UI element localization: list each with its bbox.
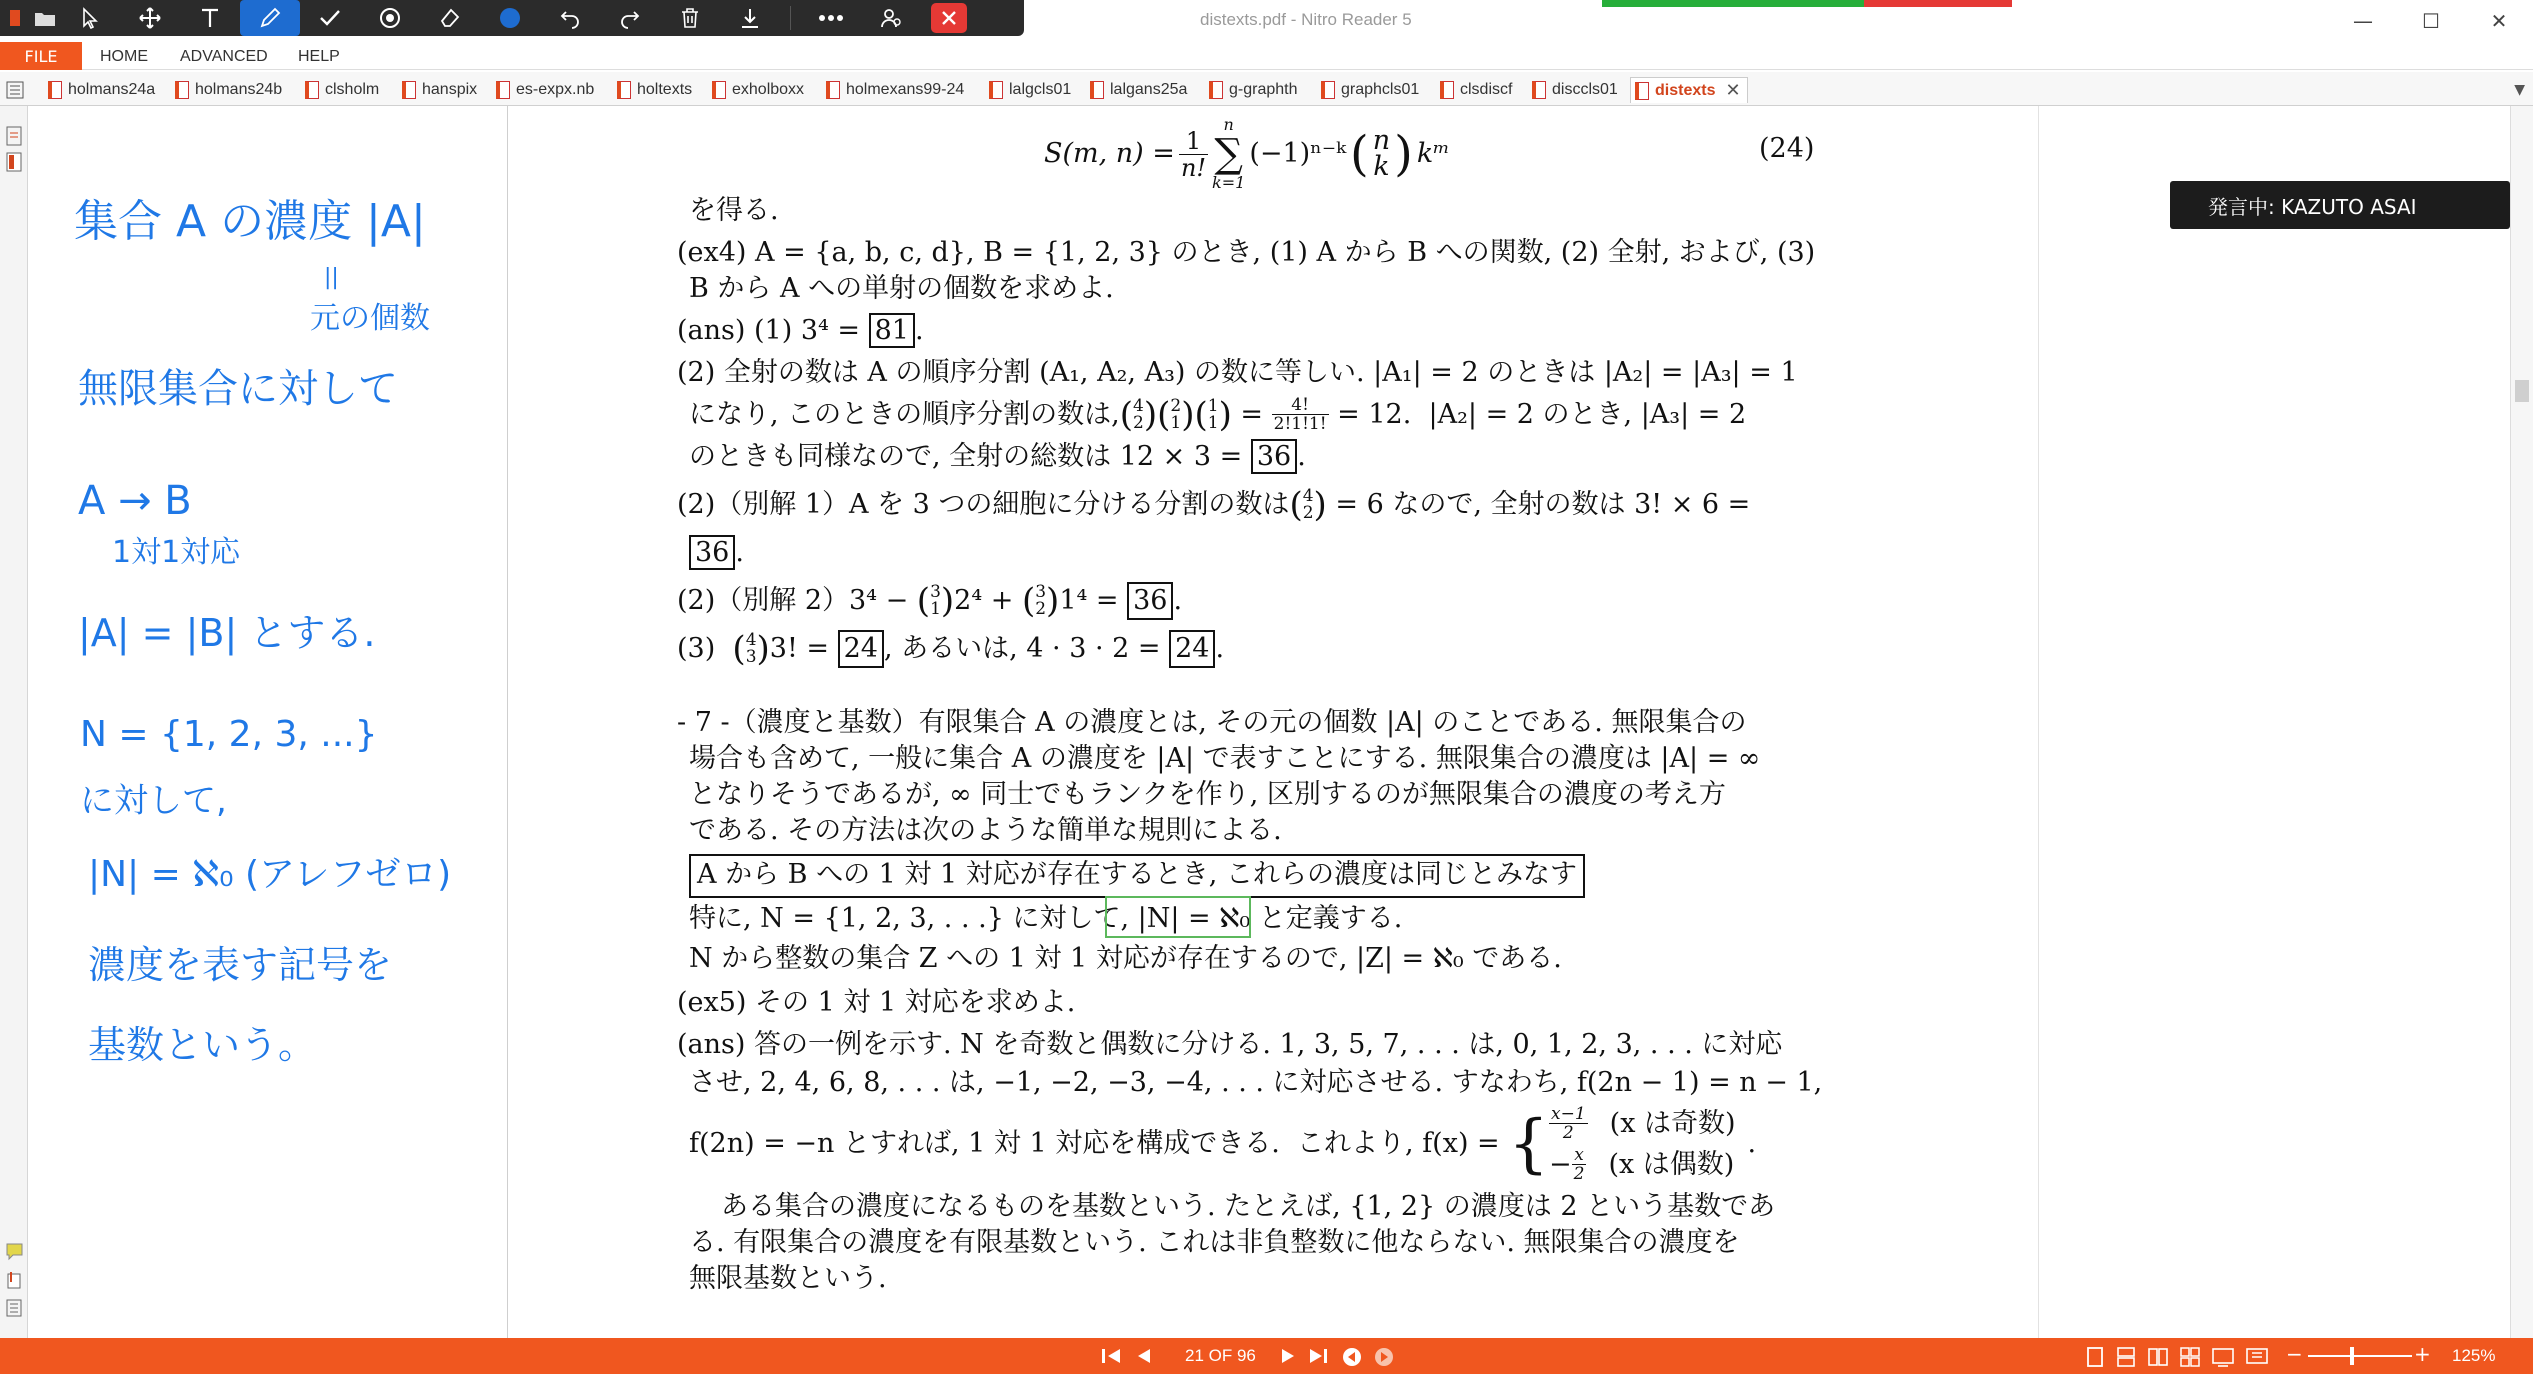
binom-bottom: 1 xyxy=(1170,412,1182,433)
ex4-line1: (ex4) A = {a, b, c, d}, B = {1, 2, 3} のとき, (1) A から B への関数, (2) 全射, および, (3) xyxy=(677,237,1816,268)
pdf-file-icon xyxy=(1090,81,1104,99)
fraction-4-fact xyxy=(1272,396,1329,433)
paren-open: ( xyxy=(1194,394,1208,435)
select-icon xyxy=(79,7,101,29)
integers-line: N から整数の集合 Z への 1 対 1 対応が存在するので, |Z| = ℵ₀ である. xyxy=(689,943,1562,974)
page-indicator[interactable]: 21 OF 96 xyxy=(1185,1346,1256,1365)
answer-box: 36 xyxy=(689,535,735,570)
binom-top: 1 xyxy=(1207,395,1219,416)
binom-bottom: 1 xyxy=(1207,412,1219,433)
toolbar-close-button[interactable] xyxy=(927,0,971,36)
answer-box: 36 xyxy=(1251,439,1297,474)
text-icon xyxy=(199,7,221,29)
paren-open: ( xyxy=(916,581,931,621)
more-icon xyxy=(818,13,844,23)
ans2-text-tail: = 12. |A₂| = 2 のとき, |A₃| = 2 xyxy=(1328,398,1747,430)
period: . xyxy=(735,537,744,568)
stamp-tool-button[interactable] xyxy=(360,0,420,36)
binom-bottom: 1 xyxy=(930,599,941,619)
note-line: |N| = ℵ₀ (アレフゼロ) xyxy=(88,854,452,895)
forward-view-icon[interactable] xyxy=(1374,1347,1394,1367)
file-menu[interactable]: FILE xyxy=(0,42,82,70)
tab-lalgans25a[interactable] xyxy=(1090,77,1187,103)
facing-continuous-icon[interactable] xyxy=(2180,1347,2200,1367)
binom-4-3 xyxy=(746,632,757,666)
case-even xyxy=(1549,1146,1736,1183)
back-view-icon[interactable] xyxy=(1342,1347,1362,1367)
binom-3-1 xyxy=(930,584,941,618)
binom-top: 3 xyxy=(930,582,941,602)
scrollbar-thumb[interactable] xyxy=(2515,380,2529,402)
user-settings-button[interactable] xyxy=(861,0,921,36)
equation-24 xyxy=(1044,114,1450,194)
tab-label: exholboxx xyxy=(732,81,805,98)
note-line: 1対1対応 xyxy=(112,535,241,570)
period: . xyxy=(1173,585,1183,616)
note-line: 無限集合に対して xyxy=(78,366,398,412)
eq-sum xyxy=(1212,116,1245,192)
pdf-file-icon xyxy=(712,81,726,99)
zoom-slider[interactable] xyxy=(2308,1355,2412,1357)
binom-top: 2 xyxy=(1170,395,1182,416)
eq-frac-num: 1 xyxy=(1179,128,1208,155)
ans2-text: になり, このときの順序分割の数は, xyxy=(689,398,1120,430)
eq-tail: kᵐ xyxy=(1416,138,1450,169)
binom-bottom: 3 xyxy=(745,647,757,667)
paren-open: ( xyxy=(1289,485,1303,525)
close-window-button[interactable]: ✕ xyxy=(2490,9,2508,33)
ans3-line xyxy=(677,630,1224,668)
tab-graphcls01[interactable] xyxy=(1321,77,1419,103)
status-bar xyxy=(0,1338,2533,1374)
binom-2-1 xyxy=(1170,395,1182,433)
alt2-text: (2)（別解 2）3⁴ − xyxy=(677,585,917,616)
pdf-page xyxy=(509,106,2039,1338)
tab-label: clsdiscf xyxy=(1460,81,1513,98)
binom-3-2 xyxy=(1035,584,1046,618)
eq-sum-bottom: k=1 xyxy=(1212,173,1246,192)
tab-clsholm[interactable] xyxy=(305,77,379,103)
fit-width-icon[interactable] xyxy=(2212,1347,2234,1367)
eq-binom-top: n xyxy=(1372,125,1391,156)
stamp-icon xyxy=(378,6,402,30)
case-frac xyxy=(1572,1146,1587,1183)
tab-label: clsholm xyxy=(325,81,380,98)
fit-page-icon[interactable] xyxy=(2246,1347,2268,1367)
tab-label: holmans24b xyxy=(195,81,283,98)
navigation-panel xyxy=(0,106,28,1338)
tab-label: lalgans25a xyxy=(1110,81,1188,98)
tab-label: es-expx.nb xyxy=(516,81,595,98)
case-frac xyxy=(1549,1105,1588,1142)
definition-line: 特に, N = {1, 2, 3, . . .} に対して, |N| = ℵ₀ と定義する. xyxy=(689,903,1403,934)
case-condition: (x は奇数) xyxy=(1609,1107,1736,1139)
tab-exholboxx[interactable] xyxy=(712,77,804,103)
binom-top: 4 xyxy=(1133,395,1144,416)
color-icon xyxy=(498,6,522,30)
ex4-line2: B から A への単射の個数を求めよ. xyxy=(689,273,1114,304)
pdf-file-icon xyxy=(496,81,510,99)
previous-page-icon[interactable] xyxy=(1136,1347,1152,1365)
attachments-icon[interactable] xyxy=(6,1270,23,1290)
vertical-scrollbar[interactable] xyxy=(2510,106,2533,1338)
color-picker-button[interactable] xyxy=(480,0,540,36)
ans3-text-mid: 3! = xyxy=(769,633,838,664)
paren-close: ) xyxy=(756,629,770,669)
check-icon xyxy=(318,6,342,30)
comments-icon[interactable] xyxy=(6,1242,23,1262)
paragraph-line1: ある集合の濃度になるものを基数という. たとえば, {1, 2} の濃度は 2 という基数であ xyxy=(721,1191,1776,1222)
paren-close: ) xyxy=(1143,394,1158,435)
binom-bottom: 2 xyxy=(1035,599,1047,619)
pdf-file-icon xyxy=(1440,81,1454,99)
rule-box: A から B への 1 対 1 対応が存在するとき, これらの濃度は同じとみなす xyxy=(689,854,1585,898)
alt1-line2 xyxy=(689,536,744,570)
move-icon xyxy=(138,6,162,30)
move-tool-button[interactable] xyxy=(120,0,180,36)
tab-clsdiscf[interactable] xyxy=(1440,77,1512,103)
case-odd xyxy=(1549,1105,1736,1142)
note-line: || xyxy=(324,265,339,290)
ans2-line2 xyxy=(689,396,1746,433)
ink-annotations xyxy=(28,106,508,1338)
window-title: distexts.pdf - Nitro Reader 5 xyxy=(1200,10,1412,29)
binom-top: 4 xyxy=(745,630,757,650)
pdf-file-icon xyxy=(175,81,189,99)
ans3-text: (3) xyxy=(677,633,733,664)
paren-close: ) xyxy=(1046,581,1060,621)
paren-close: ) xyxy=(1218,394,1232,435)
ans1-line xyxy=(677,314,924,348)
user-icon xyxy=(879,6,903,30)
tab-label: distexts xyxy=(1655,81,1716,99)
minus-sign: − xyxy=(1549,1148,1572,1180)
handwritten-notes-panel xyxy=(28,106,508,1338)
binom-bottom: 2 xyxy=(1133,412,1144,433)
eraser-icon xyxy=(438,6,462,30)
folder-icon[interactable] xyxy=(30,0,60,36)
alt2-line xyxy=(677,582,1182,620)
tab-label: g-graphth xyxy=(1229,81,1298,98)
undo-icon xyxy=(558,6,582,30)
minimize-button[interactable]: — xyxy=(2353,9,2373,33)
note-line: 濃度を表す記号を xyxy=(88,943,393,987)
close-icon xyxy=(940,9,958,27)
answer-box: 81 xyxy=(869,313,915,348)
pages-icon[interactable] xyxy=(6,126,23,146)
eq-term: (−1)ⁿ⁻ᵏ xyxy=(1249,138,1346,169)
tab-disccls01[interactable] xyxy=(1532,77,1618,103)
binom-top: 3 xyxy=(1035,582,1047,602)
undo-button[interactable] xyxy=(540,0,600,36)
frac-num: 4! xyxy=(1272,396,1329,415)
zoom-level[interactable]: 125% xyxy=(2452,1346,2496,1365)
period: . xyxy=(1747,1128,1757,1159)
app-logo-icon xyxy=(0,0,30,36)
check-tool-button[interactable] xyxy=(300,0,360,36)
tab-label: holmans24a xyxy=(68,81,156,98)
note-line: 集合 A の濃度 |A| xyxy=(74,196,426,247)
panel-toggle-icon[interactable] xyxy=(6,77,24,103)
binom-1-1 xyxy=(1207,395,1219,433)
meeting-indicator-bar xyxy=(1602,0,2012,7)
pen-icon xyxy=(258,6,282,30)
tab-label: disccls01 xyxy=(1552,81,1618,98)
answer-box: 24 xyxy=(838,630,884,668)
tab-overflow-icon[interactable]: ▼ xyxy=(2514,82,2525,98)
frac-num: x−1 xyxy=(1551,1104,1586,1124)
paren-open: ( xyxy=(1021,581,1036,621)
note-line: に対して, xyxy=(80,781,227,821)
ans2-line1: (2) 全射の数は A の順序分割 (A₁, A₂, A₃) の数に等しい. |A₁| = 2 のときは |A₂| = |A₃| = 1 xyxy=(677,357,1798,388)
tab-hanspix[interactable] xyxy=(402,77,477,103)
binom-4-2 xyxy=(1133,395,1144,433)
period: . xyxy=(914,315,924,346)
frac-den: 2 xyxy=(1562,1123,1574,1143)
paragraph-line2: る. 有限集合の濃度を有限基数という. これは非負整数に他ならない. 無限集合の濃度を xyxy=(689,1227,1740,1258)
section7-line3: となりそうであるが, ∞ 同士でもランクを作り, 区別するのが無限集合の濃度の考え方 xyxy=(689,779,1726,810)
next-page-icon[interactable] xyxy=(1280,1347,1296,1365)
ans5-line2: させ, 2, 4, 6, 8, . . . は, −1, −2, −3, −4, . . . に対応させる. すなわち, f(2n − 1) = n − 1, xyxy=(689,1067,1823,1098)
brace-open: { xyxy=(1508,1107,1549,1181)
binom-top: 4 xyxy=(1302,486,1314,506)
pdf-file-icon xyxy=(1635,82,1649,100)
answer-box: 24 xyxy=(1169,630,1215,668)
tab-distexts[interactable] xyxy=(1630,77,1748,103)
tab-holmans24b[interactable] xyxy=(175,77,282,103)
alt1-line1 xyxy=(677,485,1751,525)
eq-sum-top: n xyxy=(1223,115,1234,134)
piecewise-cases xyxy=(1549,1105,1736,1183)
pdf-file-icon xyxy=(1321,81,1335,99)
binom-bottom: 2 xyxy=(1302,503,1314,523)
case-condition: (x は偶数) xyxy=(1608,1148,1735,1180)
close-tab-icon[interactable]: ✕ xyxy=(1725,80,1741,100)
pdf-file-icon xyxy=(1209,81,1223,99)
eraser-tool-button[interactable] xyxy=(420,0,480,36)
ans2-line3 xyxy=(689,440,1306,474)
tab-g-graphth[interactable] xyxy=(1209,77,1298,103)
window-controls xyxy=(2329,0,2533,42)
continuous-view-icon[interactable] xyxy=(2116,1347,2136,1367)
pdf-file-icon xyxy=(989,81,1003,99)
section7-line1: - 7 -（濃度と基数）有限集合 A の濃度とは, その元の個数 |A| のことである. 無限集合の xyxy=(677,707,1747,738)
tab-holtexts[interactable] xyxy=(617,77,692,103)
eq-fraction xyxy=(1179,128,1208,181)
drawing-toolbar xyxy=(0,0,1024,36)
period: . xyxy=(1297,441,1306,472)
zoom-in-icon[interactable]: + xyxy=(2414,1342,2431,1366)
eq-lhs: S(m, n) = xyxy=(1044,138,1175,169)
page-margin-area xyxy=(2040,106,2510,1338)
tab-label: lalgcls01 xyxy=(1009,81,1072,98)
equation-number: (24) xyxy=(1759,133,1815,164)
tab-label: holmexans99-24 xyxy=(846,81,965,98)
binom-4-2 xyxy=(1303,488,1314,522)
paragraph-line3: 無限基数という. xyxy=(689,1263,887,1294)
equals: = xyxy=(1231,398,1272,430)
ans5-line1: (ans) 答の一例を示す. N を奇数と偶数に分ける. 1, 3, 5, 7, . . . は, 0, 1, 2, 3, . . . に対応 xyxy=(677,1029,1783,1060)
first-page-icon[interactable] xyxy=(1100,1347,1122,1365)
section7-line2: 場合も含めて, 一般に集合 A の濃度を |A| で表すことにする. 無限集合の濃度は |A| = ∞ xyxy=(689,743,1761,774)
period: . xyxy=(1215,633,1225,664)
menu-bar xyxy=(0,42,2533,70)
text-line: を得る. xyxy=(689,195,779,226)
alt1-text-tail: = 6 なので, 全射の数は 3! × 6 = xyxy=(1326,489,1751,520)
menu-advanced[interactable]: ADVANCED xyxy=(180,48,268,65)
ans5-line3 xyxy=(689,1106,1756,1182)
paren-close: ) xyxy=(1394,126,1413,182)
paren-open: ( xyxy=(1119,394,1134,435)
note-line: 基数という。 xyxy=(88,1023,317,1067)
eq-frac-den: n! xyxy=(1180,153,1207,182)
redo-button[interactable] xyxy=(600,0,660,36)
paren-close: ) xyxy=(1313,485,1327,525)
bookmarks-icon[interactable] xyxy=(6,152,23,172)
more-options-button[interactable] xyxy=(801,0,861,36)
ex5-line: (ex5) その 1 対 1 対応を求めよ. xyxy=(677,987,1076,1018)
document-tab-bar xyxy=(0,72,2533,106)
tab-holmans24a[interactable] xyxy=(48,77,155,103)
menu-help[interactable]: HELP xyxy=(298,48,340,65)
ans5-text: f(2n) = −n とすれば, 1 対 1 対応を構成できる. これより, f(x) = xyxy=(689,1128,1509,1159)
frac-den: 2 xyxy=(1573,1164,1585,1184)
tab-label: graphcls01 xyxy=(1341,81,1420,98)
pdf-file-icon xyxy=(402,81,416,99)
eq-binom xyxy=(1372,125,1391,182)
tab-label: holtexts xyxy=(637,81,693,98)
tab-lalgcls01[interactable] xyxy=(989,77,1071,103)
menu-home[interactable]: HOME xyxy=(100,48,148,65)
speaking-indicator: 発言中: KAZUTO ASAI xyxy=(2170,181,2510,229)
alt2-text-mid: 2⁴ + xyxy=(954,585,1022,616)
toolbar-separator xyxy=(790,6,791,30)
tab-es-expx[interactable] xyxy=(496,77,594,103)
alt2-text-mid2: 1⁴ = xyxy=(1059,585,1128,616)
paren-close: ) xyxy=(940,581,955,621)
selection-highlight-box[interactable] xyxy=(1105,896,1251,938)
tab-holmexans99-24[interactable] xyxy=(826,77,964,103)
delete-button[interactable] xyxy=(660,0,720,36)
pdf-file-icon xyxy=(617,81,631,99)
section7-line4: である. その方法は次のような簡単な規則による. xyxy=(689,815,1282,846)
facing-view-icon[interactable] xyxy=(2148,1347,2168,1367)
pdf-file-icon xyxy=(826,81,840,99)
tab-label: hanspix xyxy=(422,81,478,98)
download-button[interactable] xyxy=(720,0,780,36)
single-page-view-icon[interactable] xyxy=(2086,1347,2104,1367)
select-tool-button[interactable] xyxy=(60,0,120,36)
layers-icon[interactable] xyxy=(6,1298,23,1318)
note-line: N = {1, 2, 3, ...} xyxy=(80,714,378,755)
note-line: 元の個数 xyxy=(310,301,430,336)
trash-icon xyxy=(678,6,702,30)
paren-close: ) xyxy=(1181,394,1195,435)
paren-open: ( xyxy=(1349,126,1369,182)
paren-open: ( xyxy=(1157,394,1171,435)
pdf-file-icon xyxy=(48,81,62,99)
note-line: A → B xyxy=(78,478,192,524)
frac-den: 2!1!1! xyxy=(1273,414,1327,434)
pdf-file-icon xyxy=(1532,81,1546,99)
note-line: |A| = |B| とする. xyxy=(78,611,376,655)
zoom-out-icon[interactable]: − xyxy=(2286,1342,2303,1366)
ans3-text-mid2: , あるいは, 4 · 3 · 2 = xyxy=(883,633,1170,664)
zoom-slider-thumb[interactable] xyxy=(2350,1347,2354,1365)
text-tool-button[interactable] xyxy=(180,0,240,36)
ans2-text: のときも同様なので, 全射の総数は 12 × 3 = xyxy=(689,441,1251,472)
last-page-icon[interactable] xyxy=(1308,1347,1330,1365)
ans1-text: (ans) (1) 3⁴ = xyxy=(677,315,869,346)
pen-tool-button[interactable] xyxy=(240,0,300,36)
frac-num: x xyxy=(1572,1146,1587,1165)
alt1-text: (2)（別解 1）A を 3 つの細胞に分ける分割の数は xyxy=(677,489,1290,520)
answer-box: 36 xyxy=(1127,582,1173,620)
sigma-symbol: ∑ xyxy=(1214,131,1243,177)
paren-open: ( xyxy=(732,629,746,669)
download-icon xyxy=(738,6,762,30)
eq-binom-bottom: k xyxy=(1373,151,1390,182)
redo-icon xyxy=(618,6,642,30)
maximize-button[interactable]: ☐ xyxy=(2422,9,2440,33)
pdf-file-icon xyxy=(305,81,319,99)
